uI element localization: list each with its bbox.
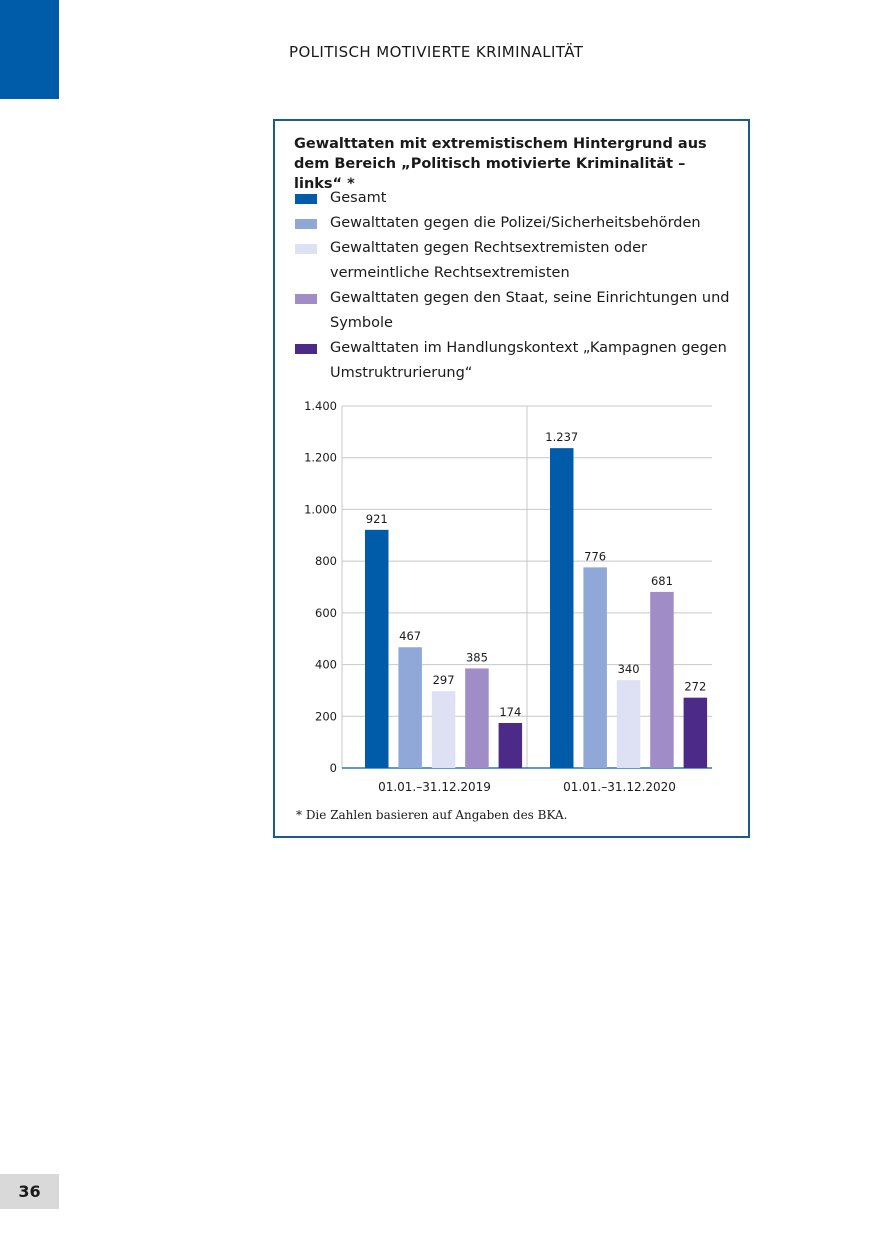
y-tick-label: 400 [315,657,337,672]
x-category-label: 01.01.–31.12.2019 [378,780,491,794]
x-category-label: 01.01.–31.12.2020 [563,780,676,794]
y-tick-label: 0 [329,761,337,775]
data-label: 385 [465,650,488,665]
y-tick-label: 800 [315,554,337,569]
bar [432,691,456,768]
figure-title: Gewalttaten mit extremistischem Hintergrund aus dem Bereich „Politisch motivierte Kriminalität – links“ * [294,136,707,192]
bar [365,530,389,768]
legend-label: Gesamt [330,190,387,206]
bar [398,647,422,768]
running-header: POLITISCH MOTIVIERTE KRIMINALITÄT [289,43,584,61]
legend-label: Gewalttaten im Handlungskontext „Kampagnen gegen Umstruktrurierung“ [330,340,727,381]
page-number: 36 [0,1174,59,1209]
bar [684,698,708,768]
bar [465,668,489,768]
data-label: 467 [399,629,422,644]
bar [499,723,522,768]
data-label: 174 [499,705,522,720]
data-label: 297 [432,673,455,688]
y-tick-label: 600 [315,605,337,620]
y-tick-label: 200 [315,709,337,724]
data-label: 1.237 [545,430,579,445]
y-tick-label: 1.200 [304,450,337,465]
bar [583,567,607,768]
legend-label: Gewalttaten gegen den Staat, seine Einrichtungen und Symbole [330,290,730,331]
bar [550,448,574,768]
figure-footnote: * Die Zahlen basieren auf Angaben des BKA. [296,808,568,822]
data-label: 776 [584,549,607,564]
data-label: 921 [365,511,388,526]
data-label: 681 [650,573,673,588]
bar [650,592,674,768]
y-tick-label: 1.000 [304,502,337,517]
y-tick-label: 1.400 [304,399,337,413]
legend-label: Gewalttaten gegen die Polizei/Sicherheitsbehörden [330,215,701,231]
data-label: 340 [617,662,640,677]
bar [617,680,641,768]
legend-label: Gewalttaten gegen Rechtsextremisten oder vermeintliche Rechtsextremisten [330,240,647,281]
data-label: 272 [684,679,707,694]
